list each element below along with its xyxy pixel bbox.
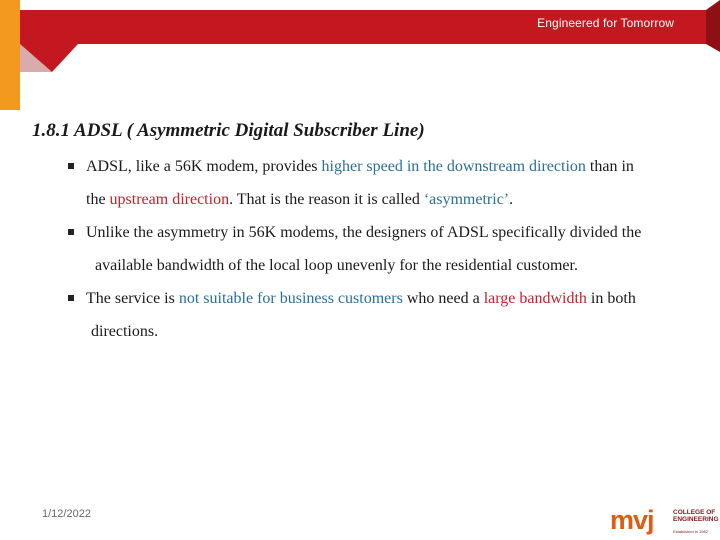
bullet-square-icon bbox=[68, 163, 74, 169]
bullet-line bbox=[86, 150, 713, 183]
bullet-item bbox=[68, 216, 713, 282]
highlight-text: not suitable for business customers bbox=[178, 290, 403, 307]
tagline: Engineered for Tomorrow bbox=[537, 16, 674, 30]
bullet-text: . bbox=[509, 191, 514, 208]
bullet-text: in both bbox=[586, 290, 636, 307]
logo-sub: Established in 1982 bbox=[673, 529, 708, 534]
highlight-text: ‘asymmetric’ bbox=[423, 191, 510, 208]
logo-mark: mvj bbox=[610, 505, 654, 535]
highlight-text: large bandwidth bbox=[483, 290, 587, 307]
slide-date: 1/12/2022 bbox=[42, 508, 91, 520]
logo-name bbox=[673, 509, 719, 523]
bullet-text: the bbox=[86, 191, 110, 208]
bullet-line: Unlike the asymmetry in 56K modems, the designers of ADSL specifically divided the bbox=[86, 224, 642, 241]
slide-title: 1.8.1 ADSL ( Asymmetric Digital Subscriber Line) bbox=[32, 120, 425, 141]
bullet-item bbox=[68, 150, 713, 216]
bullet-text: than in bbox=[585, 158, 634, 175]
bullet-list bbox=[68, 150, 713, 348]
bullet-text: who need a bbox=[402, 290, 484, 307]
logo-line2: ENGINEERING bbox=[673, 516, 719, 523]
bullet-text: . That is the reason it is called bbox=[229, 191, 424, 208]
highlight-text: higher speed in the downstream direction bbox=[321, 158, 586, 175]
bullet-line: directions. bbox=[91, 323, 159, 340]
college-logo bbox=[608, 503, 720, 540]
bullet-line bbox=[86, 183, 713, 216]
bullet-line bbox=[86, 282, 713, 315]
bullet-square-icon bbox=[68, 229, 74, 235]
bullet-text: ADSL, like a 56K modem, provides bbox=[86, 158, 322, 175]
bullet-line: available bandwidth of the local loop unevenly for the residential customer. bbox=[95, 257, 578, 274]
highlight-text: upstream direction bbox=[109, 191, 230, 208]
bullet-item bbox=[68, 282, 713, 348]
bullet-square-icon bbox=[68, 295, 74, 301]
logo-line1: COLLEGE OF bbox=[673, 509, 716, 516]
bullet-text: The service is bbox=[86, 290, 179, 307]
